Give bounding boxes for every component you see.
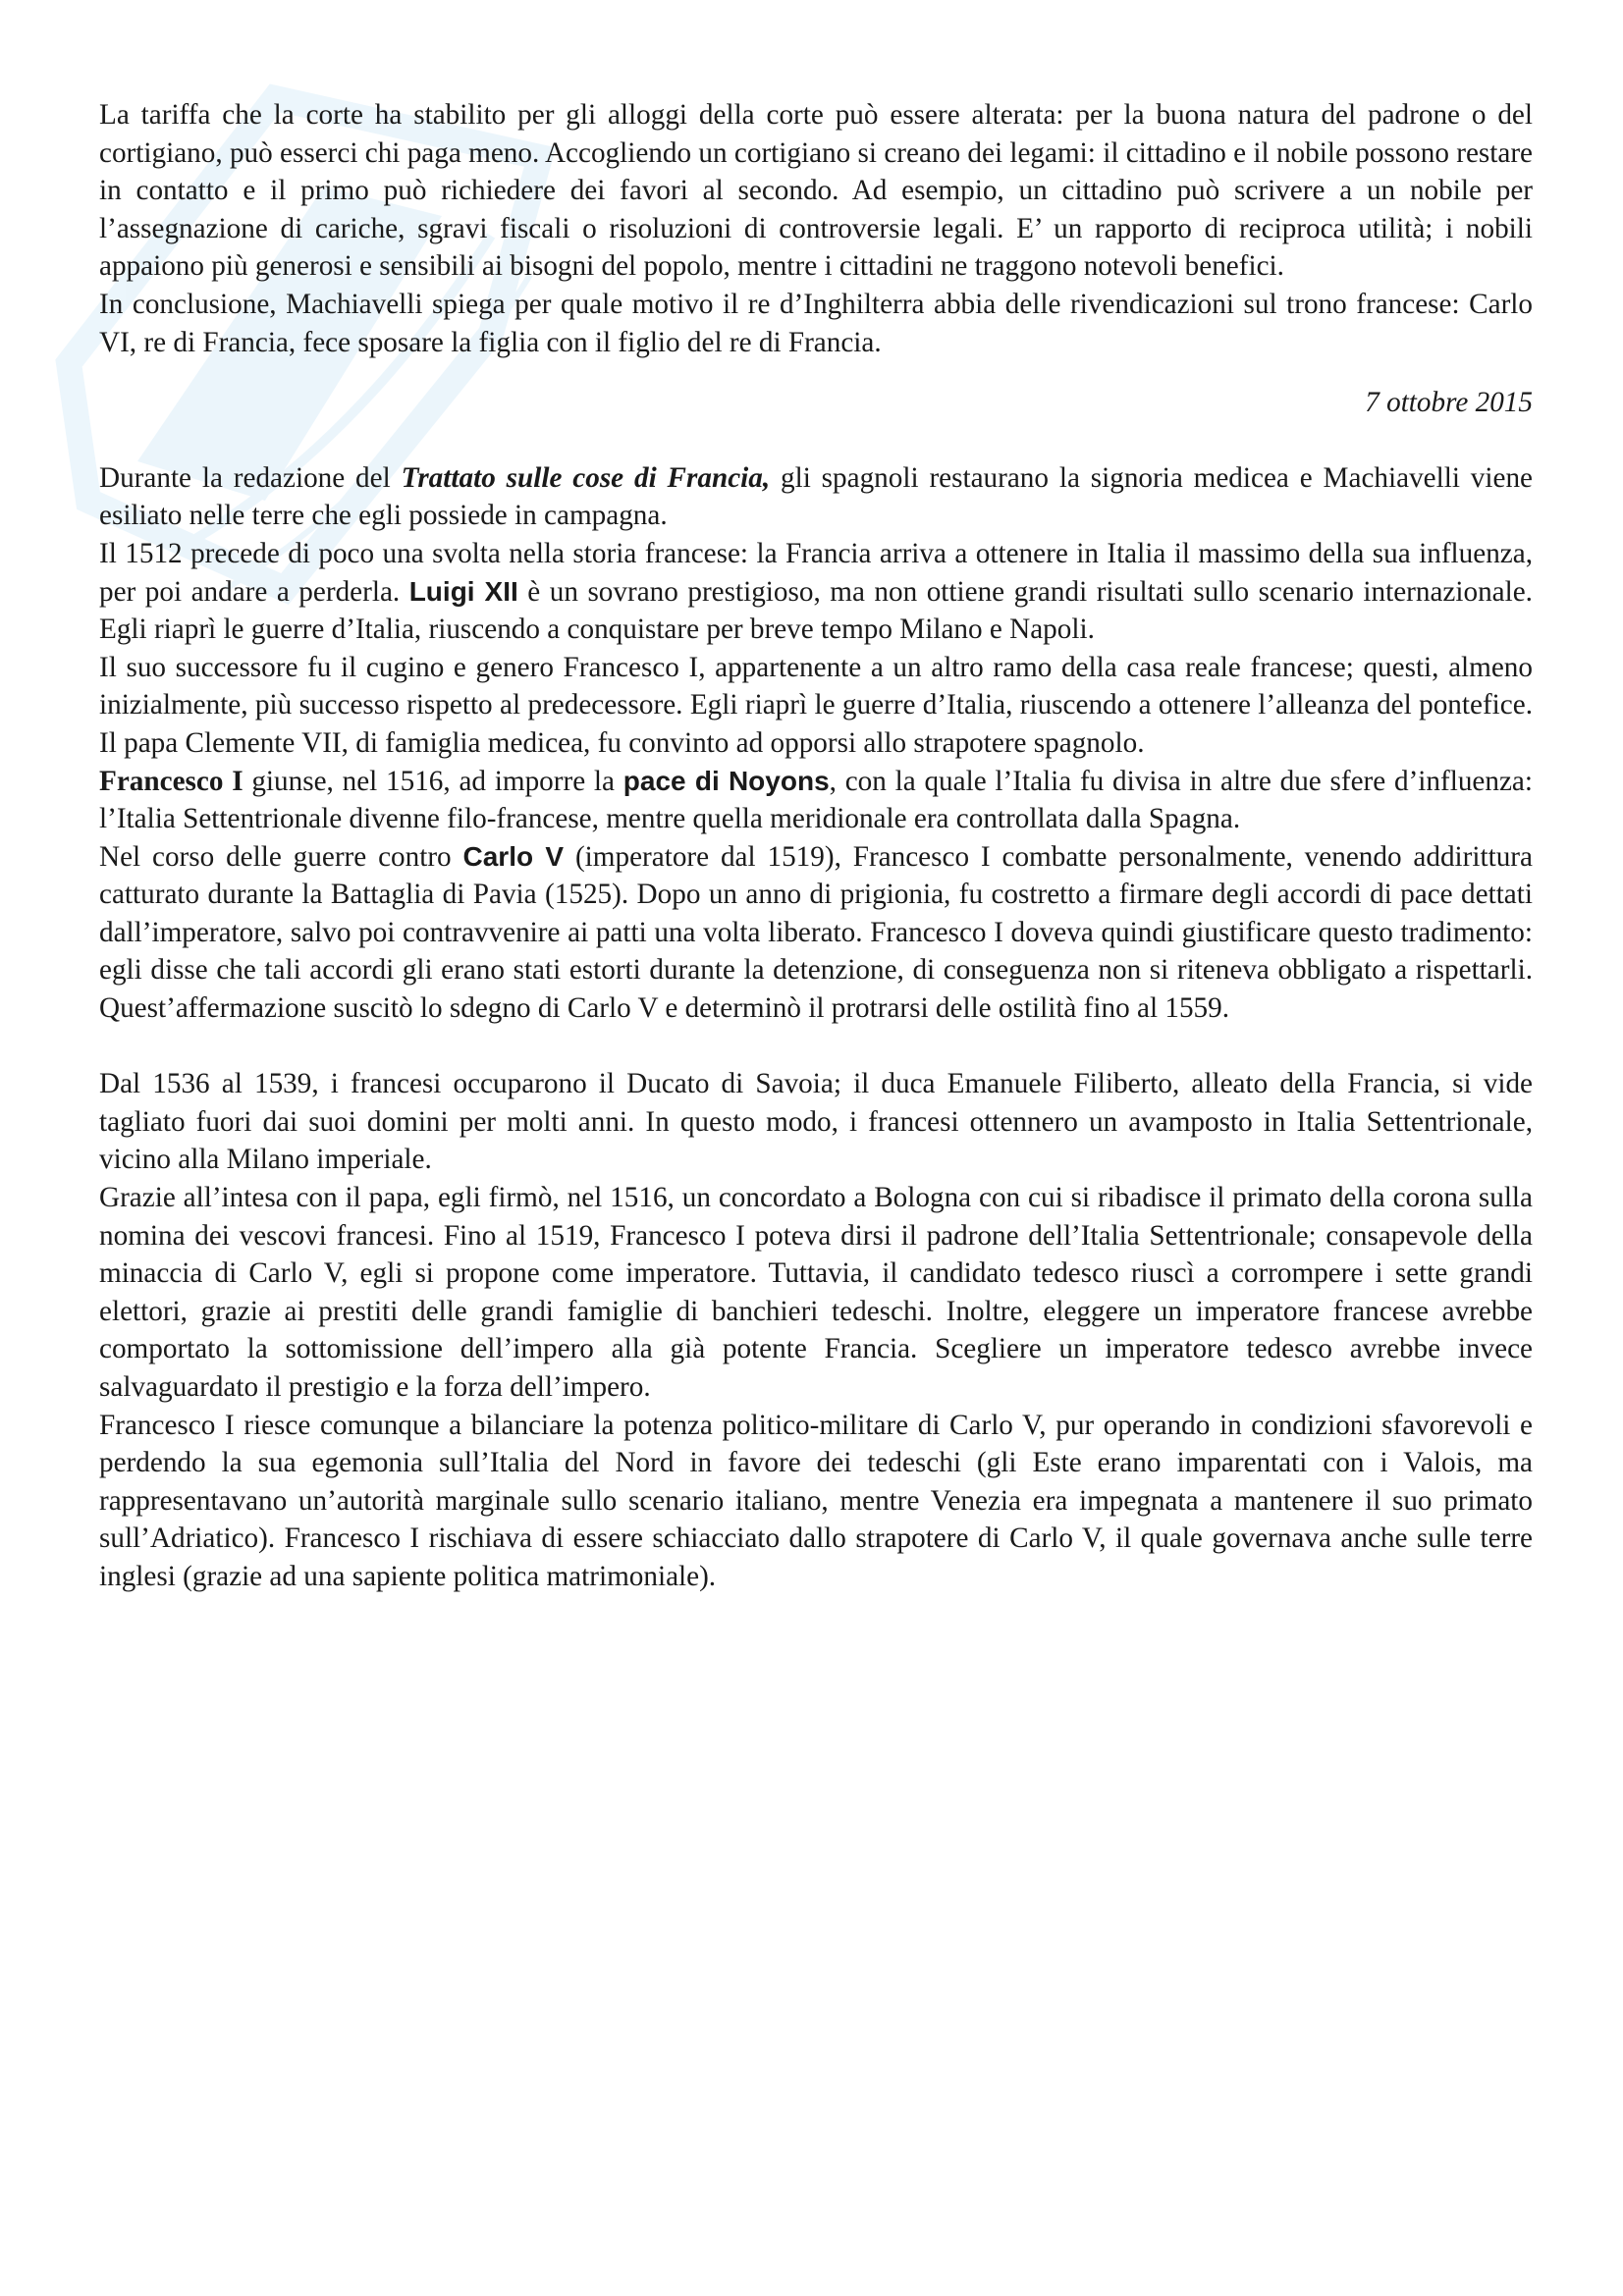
paragraph-successor: Il suo successore fu il cugino e genero Francesco I, appartenente a un altro ramo della casa reale francese; questi, almeno inizialmente, più successo rispetto al predecessore. Egli riaprì le guerre d’Italia, riuscendo a ottenere l’alleanza del pontefice. Il papa Clemente VII, di famiglia medicea, fu convinto ad opporsi allo strapotere spagnolo. — [99, 651, 1533, 759]
paragraph-1512 — [99, 535, 1533, 649]
text-segment: , con la quale l’Italia fu divisa in altre due sfere d’influenza: l’Italia Settentrionale divenne filo-francese, mentre quella meridionale era controllata dalla Spagna. — [99, 765, 1533, 835]
paragraph-savoia: Dal 1536 al 1539, i francesi occuparono il Ducato di Savoia; il duca Emanuele Filiberto, alleato della Francia, si vide tagliato fuori dai suoi domini per molti anni. In questo modo, i francesi ottennero un avamposto in Italia Settentrionale, vicino alla Milano imperiale. — [99, 1068, 1533, 1176]
document-page — [99, 96, 1533, 1596]
paragraph-concordato: Grazie all’intesa con il papa, egli firmò, nel 1516, un concordato a Bologna con cui si ribadisce il primato della corona sulla nomina dei vescovi francesi. Fino al 1519, Francesco I poteva dirsi il padrone dell’Italia Settentrionale; consapevole della minaccia di Carlo V, egli si propone come imperatore. Tuttavia, il candidato tedesco riuscì a corrompere i sette grandi elettori, grazie ai prestiti delle grandi famiglie di banchieri tedeschi. Inoltre, eleggere un imperatore francese avrebbe comportato la sottomissione dell’impero alla già potente Francia. Scegliere un imperatore tedesco avrebbe invece salvaguardato il prestigio e la forza dell’impero. — [99, 1182, 1533, 1403]
text-segment: (imperatore dal 1519), Francesco I combatte personalmente, venendo addirittura catturato durante la Battaglia di Pavia (1525). Dopo un anno di prigionia, fu costretto a firmare degli accordi di pace dettati dall’imperatore, salvo poi contravvenire ai patti una volta liberato. Francesco I doveva quindi giustificare questo tradimento: egli disse che tali accordi gli erano stati estorti durante la detenzione, di conseguenza non si riteneva obbligato a rispettarli. Quest’affermazione suscitò lo sdegno di Carlo V e determinò il protrarsi delle ostilità fino al 1559. — [99, 840, 1533, 1025]
paragraph-conclusion: In conclusione, Machiavelli spiega per quale motivo il re d’Inghilterra abbia delle rivendicazioni sul trono francese: Carlo VI, re di Francia, fece sposare la figlia con il figlio del re di Francia. — [99, 288, 1533, 358]
paragraph-carlo-v — [99, 838, 1533, 1028]
text-segment: giunse, nel 1516, ad imporre la — [243, 765, 623, 797]
paragraph-balance: Francesco I riesce comunque a bilanciare la potenza politico-militare di Carlo V, pur operando in condizioni sfavorevoli e perdendo la sua egemonia sull’Italia del Nord in favore dei tedeschi (gli Este erano imparentati con i Valois, ma rappresentavano un’autorità marginale sullo scenario italiano, mentre Venezia era impegnata a mantenere il suo primato sull’Adriatico). Francesco I rischiava di essere schiacciato dallo strapotere di Carlo V, il quale governava anche sulle terre inglesi (grazie ad una sapiente politica matrimoniale). — [99, 1409, 1533, 1592]
text-segment: Nel corso delle guerre contro — [99, 840, 463, 873]
paragraph-trattato — [99, 459, 1533, 535]
name-carlo-v: Carlo V — [462, 840, 565, 872]
text-segment: è un sovrano prestigioso, ma non ottiene grandi risultati sullo scenario internazionale. Egli riaprì le guerre d’Italia, riuscendo a conquistare per breve tempo Milano e Napoli. — [99, 575, 1533, 646]
text-segment: Durante la redazione del — [99, 461, 402, 494]
paragraph-noyons — [99, 763, 1533, 838]
text-segment: Il 1512 precede di poco una svolta nella storia francese: la Francia arriva a ottenere in Italia il massimo della sua influenza, per poi andare a perderla. — [99, 537, 1533, 608]
text-segment: gli spagnoli restaurano la signoria medicea e Machiavelli viene esiliato nelle terre che egli possiede in campagna. — [99, 461, 1534, 532]
name-luigi-xii: Luigi XII — [408, 575, 518, 607]
name-francesco-i: Francesco I — [99, 765, 243, 797]
entry-date: 7 ottobre 2015 — [1365, 387, 1533, 419]
book-title: Trattato sulle cose di Francia, — [401, 461, 771, 494]
paragraph-court-lodgings: La tariffa che la corte ha stabilito per gli alloggi della corte può essere alterata: per la buona natura del padrone o del cortigiano, può esserci chi paga meno. Accogliendo un cortigiano si creano dei legami: il cittadino e il nobile possono restare in contatto e il primo può richiedere dei favori al secondo. Ad esempio, un cittadino può scrivere a un nobile per l’assegnazione di cariche, sgravi fiscali o risoluzioni di controversie legali. E’ un rapporto di reciproca utilità; i nobili appaiono più generosi e sensibili ai bisogni del popolo, mentre i cittadini ne traggono notevoli benefici. — [99, 99, 1533, 283]
term-pace-di-noyons: pace di Noyons — [622, 765, 830, 796]
